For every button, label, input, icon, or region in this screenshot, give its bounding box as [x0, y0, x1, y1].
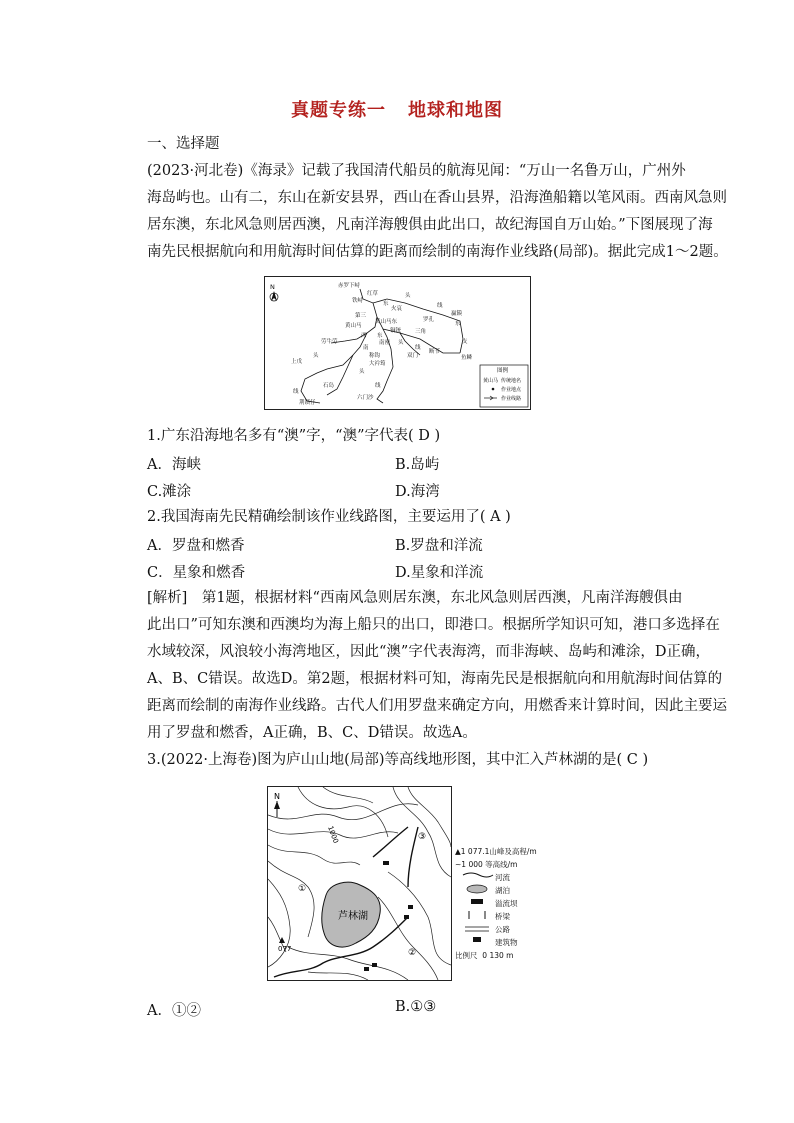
- place-hongcao: 红草: [367, 291, 379, 297]
- legend-point: 作业地点: [501, 387, 522, 393]
- place-tou1: 头: [405, 293, 411, 299]
- legend-lake: 湖泊: [495, 886, 510, 895]
- contour-map: [268, 787, 451, 980]
- analysis-line-3: 水域较深，风浪较小海湾地区，因此“澳”字代表海湾，而非海峡、岛屿和滩涂，D正确，: [147, 644, 710, 660]
- place-xian3: 线: [375, 383, 381, 389]
- route-map-figure: [264, 276, 531, 410]
- analysis-line-1: [解析] 第1题，根据材料“西南风急则居东澳，东北风急则居西澳，凡南洋海艘俱由: [147, 590, 683, 606]
- north-arrow-label: N: [270, 283, 275, 291]
- map2-north-label: N: [274, 792, 280, 801]
- place-jinguanzi: 荆锁仔: [299, 400, 316, 406]
- contour-label: 1000: [326, 824, 340, 845]
- analysis-line-5: 距离而绘制的南海作业线路。古代人们用罗盘来确定方向，用燃香来计算时间，因此主要运: [147, 698, 727, 714]
- marker-3: ③: [418, 832, 427, 842]
- legend-peak: ▲1 077.1山峰及高程/m: [455, 847, 537, 856]
- title-sub: 地球和地图: [408, 100, 503, 121]
- legend-building: 建筑物: [495, 938, 518, 947]
- intro-line-3: 居东澳，东北风急则居西澳，凡南洋海艘俱由此出口，故纪海国自万山始。”下图展现了海: [147, 217, 713, 233]
- scale-zero: 0: [482, 951, 488, 960]
- q1-option-a: A．海峡: [147, 457, 201, 473]
- section-heading: 一、选择题: [147, 136, 220, 152]
- legend-name: 传统地名: [501, 378, 522, 384]
- marker-2: ②: [408, 948, 417, 958]
- place-tou3: 头: [313, 353, 319, 359]
- q1-option-b: B.岛屿: [395, 457, 440, 473]
- peak-label: 077: [278, 945, 292, 953]
- place-shangjie: 上戊: [291, 359, 303, 365]
- legend-road: 公路: [495, 925, 510, 934]
- legend-bridge: 桥梁: [495, 912, 510, 921]
- place-zhi: 支: [462, 339, 468, 345]
- place-zhouwu: 称钩: [369, 353, 381, 359]
- legend-river: 河流: [495, 873, 510, 882]
- legend-title: 图例: [497, 368, 509, 374]
- analysis-line-4: A、B、C错误。故选D。第2题，根据材料可知，海南先民是根据航向和用航海时间估算的: [147, 671, 723, 687]
- q2-option-c: C．星象和燃香: [147, 565, 246, 581]
- legend-building-icon: [473, 937, 481, 942]
- north-arrow-icon: [271, 291, 277, 301]
- place-dong3: 东: [377, 333, 383, 339]
- place-xi: 西: [361, 333, 367, 339]
- place-sanjiao: 三角: [415, 329, 427, 335]
- place-tieqi: 铁峙: [352, 298, 364, 304]
- legend-river-icon: [463, 873, 493, 877]
- route-map: [265, 277, 530, 409]
- page-title: [0, 96, 794, 122]
- place-tou4: 头: [359, 369, 365, 375]
- place-dong2: 东: [455, 321, 461, 327]
- question-1-stem: 1.广东沿海地名多有“澳”字，“澳”字代表( D ): [147, 428, 441, 444]
- place-shuanmen: 双门: [407, 353, 419, 359]
- place-yulin: 鱼鳞: [461, 355, 473, 361]
- scale-value: 130 m: [489, 951, 514, 960]
- place-diqi: 第三: [355, 313, 367, 319]
- question-3-stem: 3.(2022·上海卷)图为庐山山地(局部)等高线地形图，其中汇入芦林湖的是( C ): [147, 752, 649, 768]
- title-main: 真题专练一: [291, 100, 386, 121]
- contour-map-legend: [455, 845, 555, 980]
- question-2-stem: 2.我国海南先民精确绘制该作业线路图，主要运用了( A ): [147, 509, 511, 525]
- legend-name-sample: 黄山马: [483, 378, 499, 384]
- analysis-line-2: 此出口”可知东澳和西澳均为海上船只的出口，即港口。根据所学知识可知，港口多选择在: [147, 617, 720, 633]
- place-liumenji: 六门沙: [357, 395, 374, 401]
- intro-line-1: (2023·河北卷)《海录》记载了我国清代船员的航海见闻：“万山一名鲁万山，广州外: [147, 163, 686, 179]
- place-xian1: 线: [437, 303, 443, 309]
- place-laoniudou: 劳牛劳: [321, 339, 338, 345]
- map1-legend: [480, 365, 528, 407]
- place-guangtou: 贏饃: [451, 311, 463, 317]
- map2-north-arrow-icon: [274, 801, 280, 809]
- q1-option-c: C.滩涂: [147, 484, 192, 500]
- place-huangshanma: 黄山马: [345, 323, 362, 329]
- place-huangshanmadong: 黄山马东: [375, 319, 398, 325]
- place-tou2: 头: [398, 340, 404, 346]
- legend-lake-icon: [467, 885, 487, 893]
- contour-map-figure: [267, 786, 452, 981]
- place-luokong: 罗孔: [423, 317, 435, 323]
- q2-option-a: A．罗盘和燃香: [147, 538, 245, 554]
- legend-road-icon: [465, 927, 489, 931]
- analysis-line-6: 用了罗盘和燃香，A正确，B、C、D错误。故选A。: [147, 725, 477, 741]
- lake-label: 芦林湖: [338, 911, 368, 922]
- place-xi2: 铜铳: [390, 328, 402, 334]
- place-dong1: 东: [383, 301, 389, 307]
- place-nan: 南: [363, 345, 369, 351]
- legend-route: 作业线路: [501, 396, 522, 402]
- q2-option-d: D.星象和洋流: [395, 565, 484, 581]
- place-xian2: 线: [415, 345, 421, 351]
- legend-symbols: [459, 871, 499, 961]
- place-chiluo: 赤罗下峙: [338, 283, 361, 289]
- intro-line-2: 海岛屿也。山有二，东山在新安县界，西山在香山县界，沿海渔船籍以笔风雨。西南风急则: [147, 190, 727, 206]
- q3-option-b: B.①③: [395, 999, 437, 1015]
- q2-option-b: B.罗盘和洋流: [395, 538, 483, 554]
- legend-bridge-icon: [469, 911, 485, 919]
- place-xian4: 线: [293, 389, 299, 395]
- place-shidao: 石岛: [323, 383, 335, 389]
- scale-label: 比例尺: [455, 951, 478, 960]
- place-huowu: 火哀: [391, 306, 403, 312]
- place-dafengou: 大衿筠: [369, 361, 386, 367]
- legend-contour: ~1 000 等高线/m: [455, 860, 518, 869]
- q1-option-d: D.海湾: [395, 484, 440, 500]
- marker-1: ①: [298, 884, 307, 894]
- intro-line-4: 南先民根据航向和用航海时间估算的距离而绘制的南海作业线路(局部)。据此完成1～2题。: [147, 244, 728, 260]
- legend-dam: 溢流坝: [495, 899, 518, 908]
- q3-option-a: A．①②: [147, 1003, 201, 1019]
- place-duanjie: 断节: [429, 349, 441, 355]
- place-nanmi: 南密: [379, 340, 391, 346]
- legend-dam-icon: [471, 899, 483, 904]
